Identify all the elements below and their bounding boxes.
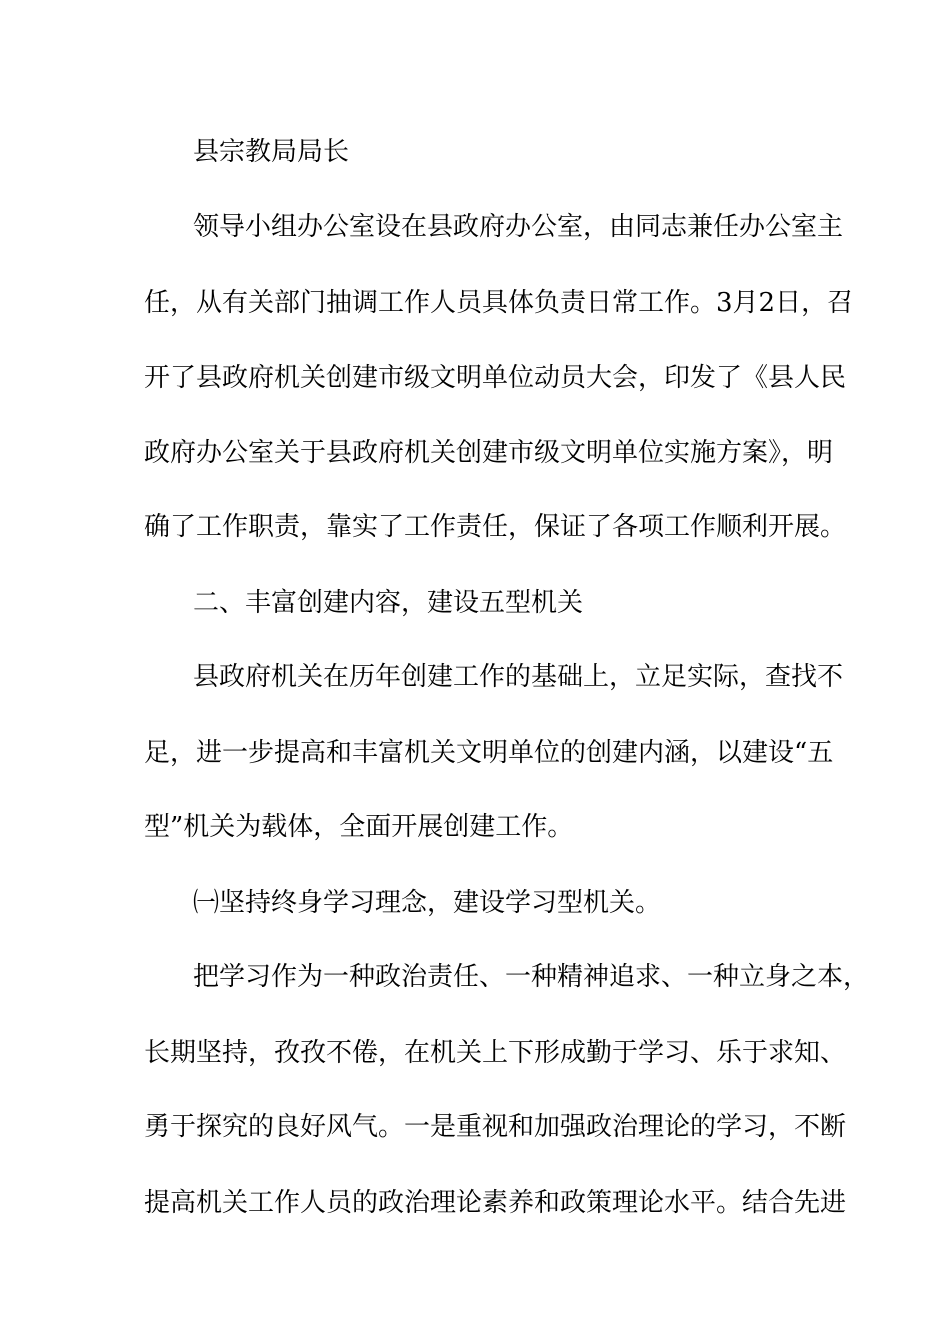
text-line-4: 开了县政府机关创建市级文明单位动员大会，印发了《县人民 [144,363,847,393]
text-line-15: 提高机关工作人员的政治理论素养和政策理论水平。结合先进 [144,1188,847,1218]
text-line-13: 长期坚持，孜孜不倦，在机关上下形成勤于学习、乐于求知、 [144,1038,847,1068]
text-line-12: 把学习作为一种政治责任、一种精神追求、一种立身之本， [193,962,870,992]
text-line-14: 勇于探究的良好风气。一是重视和加强政治理论的学习，不断 [144,1112,847,1142]
section-heading: 二、丰富创建内容，建设五型机关 [193,588,584,618]
text-line-1: 县宗教局局长 [193,137,350,167]
text-line-2: 领导小组办公室设在县政府办公室，由同志兼任办公室主 [193,212,844,242]
text-line-3: 任，从有关部门抽调工作人员具体负责日常工作。3月2日，召 [144,288,854,318]
subsection-heading: ㈠坚持终身学习理念，建设学习型机关。 [193,888,662,918]
text-line-6: 确了工作职责，靠实了工作责任，保证了各项工作顺利开展。 [144,512,847,542]
text-line-8: 县政府机关在历年创建工作的基础上，立足实际，查找不 [193,662,844,692]
text-line-9: 足，进一步提高和丰富机关文明单位的创建内涵，以建设“五 [144,738,834,768]
text-line-5: 政府办公室关于县政府机关创建市级文明单位实施方案》，明 [144,438,834,468]
text-line-10: 型”机关为载体，全面开展创建工作。 [144,812,574,842]
